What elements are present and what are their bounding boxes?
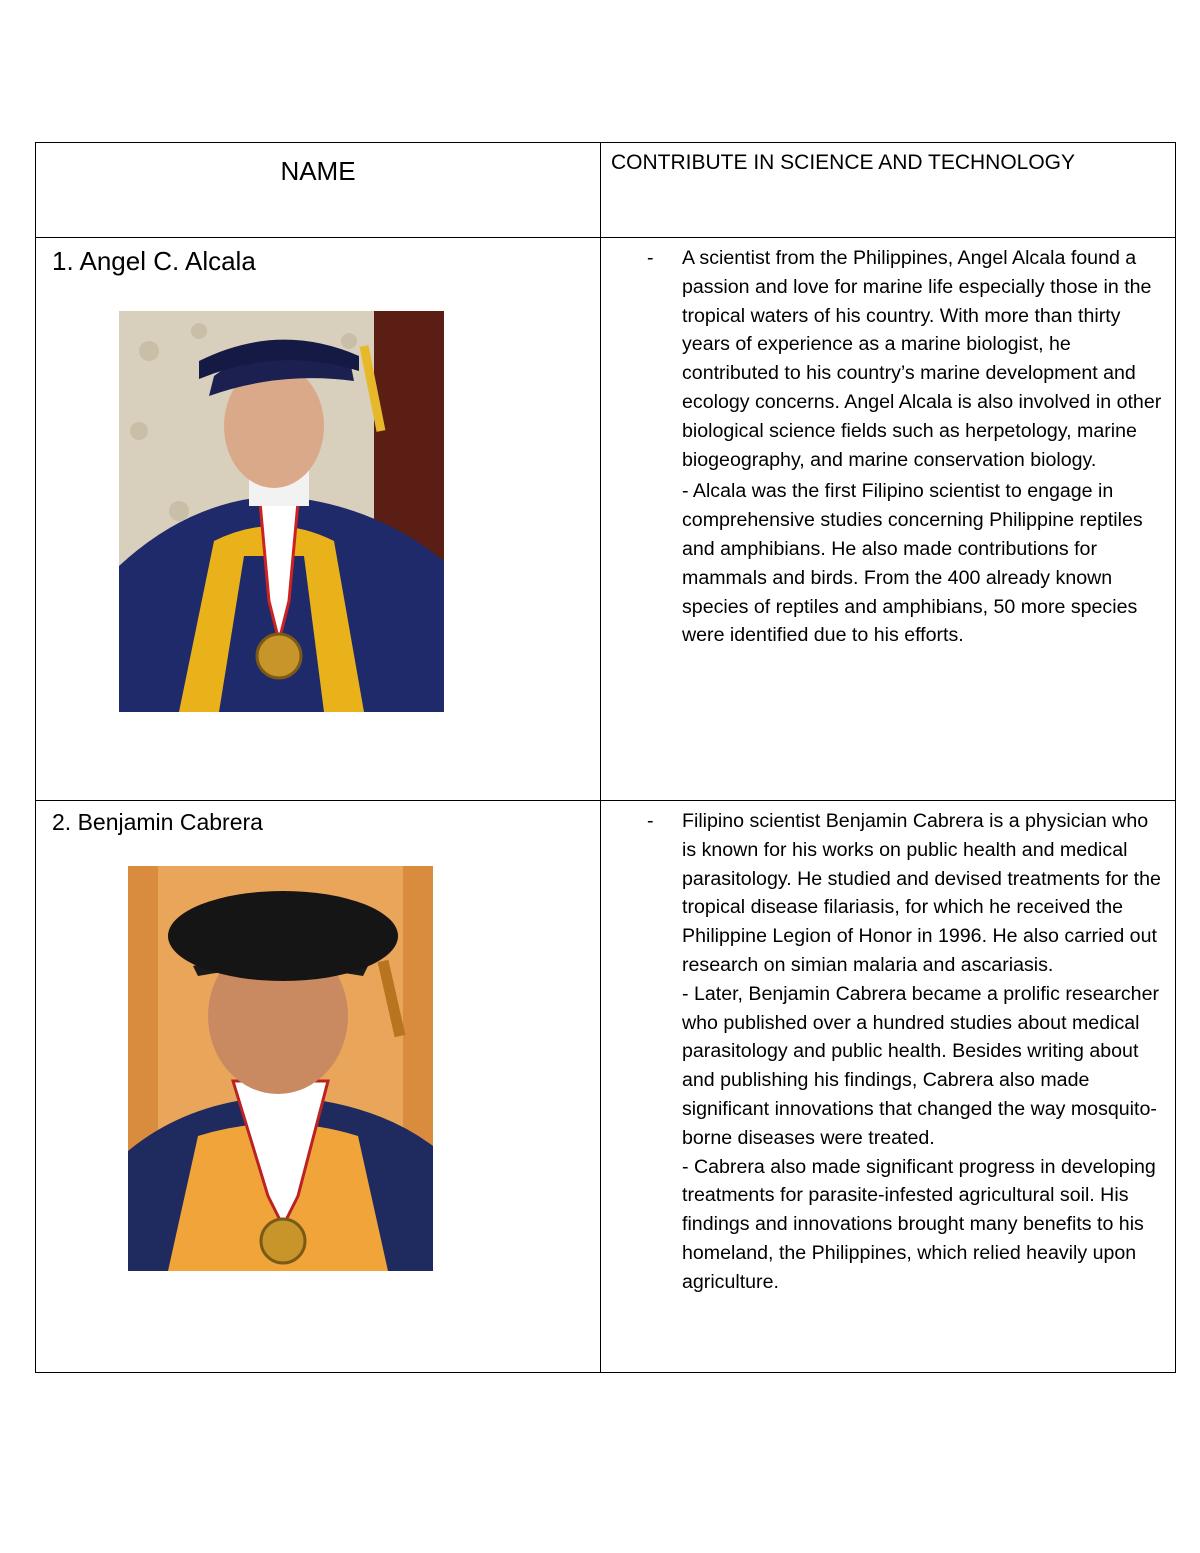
- contribution-text: [601, 801, 1175, 1297]
- scientist-name: 1. Angel C. Alcala: [52, 246, 256, 276]
- contribution-cell: [601, 238, 1176, 801]
- contribution-paragraph: Filipino scientist Benjamin Cabrera is a physician who is known for his works on public health and medical parasitology. He studied and devised treatments for the tropical disease filariasis, for which he received the Philippine Legion of Honor in 1996. He also carried out research on simian malaria and ascariasis.: [682, 810, 1161, 976]
- portrait-photo-icon: [119, 311, 444, 712]
- contribution-cell: [601, 801, 1176, 1373]
- bullet-dash: -: [647, 247, 654, 269]
- header-contribution-label: CONTRIBUTE IN SCIENCE AND TECHNOLOGY: [611, 151, 1076, 174]
- header-contribution-cell: [601, 143, 1176, 238]
- portrait-photo-icon: [128, 866, 433, 1271]
- scientist-name: 2. Benjamin Cabrera: [52, 809, 263, 835]
- contribution-text: [601, 238, 1175, 650]
- name-cell: [36, 801, 601, 1373]
- contribution-paragraph: - Cabrera also made significant progress in developing treatments for parasite-infested agricultural soil. His findings and innovations brought many benefits to his homeland, the Philippines, which relied heavily upon agriculture.: [682, 1155, 1156, 1293]
- table-row: [36, 801, 1176, 1373]
- contribution-paragraph: - Alcala was the first Filipino scientist to engage in comprehensive studies concerning Philippine reptiles and amphibians. He also made contributions for mammals and birds. From the 400 already known species of reptiles and amphibians, 50 more species were identified due to his efforts.: [682, 480, 1143, 647]
- header-name-cell: [36, 143, 601, 238]
- header-name-label: NAME: [280, 156, 356, 186]
- scientists-table: [35, 142, 1176, 1373]
- bullet-dash: -: [647, 810, 654, 832]
- contribution-paragraph: - Later, Benjamin Cabrera became a prolific researcher who published over a hundred studies about medical parasitology and public health. Besides writing about and publishing his findings, Cabrera also made significant innovations that changed the way mosquito-borne diseases were treated.: [682, 982, 1160, 1149]
- table-header-row: [36, 143, 1176, 238]
- table-row: [36, 238, 1176, 801]
- name-cell: [36, 238, 601, 801]
- contribution-paragraph: A scientist from the Philippines, Angel Alcala found a passion and love for marine life especially those in the tropical waters of his country. With more than thirty years of experience as a marine biologist, he contributed to his country’s marine development and ecology concerns. Angel Alcala is also involved in other biological science fields such as herpetology, marine biogeography, and marine conservation biology.: [682, 247, 1162, 471]
